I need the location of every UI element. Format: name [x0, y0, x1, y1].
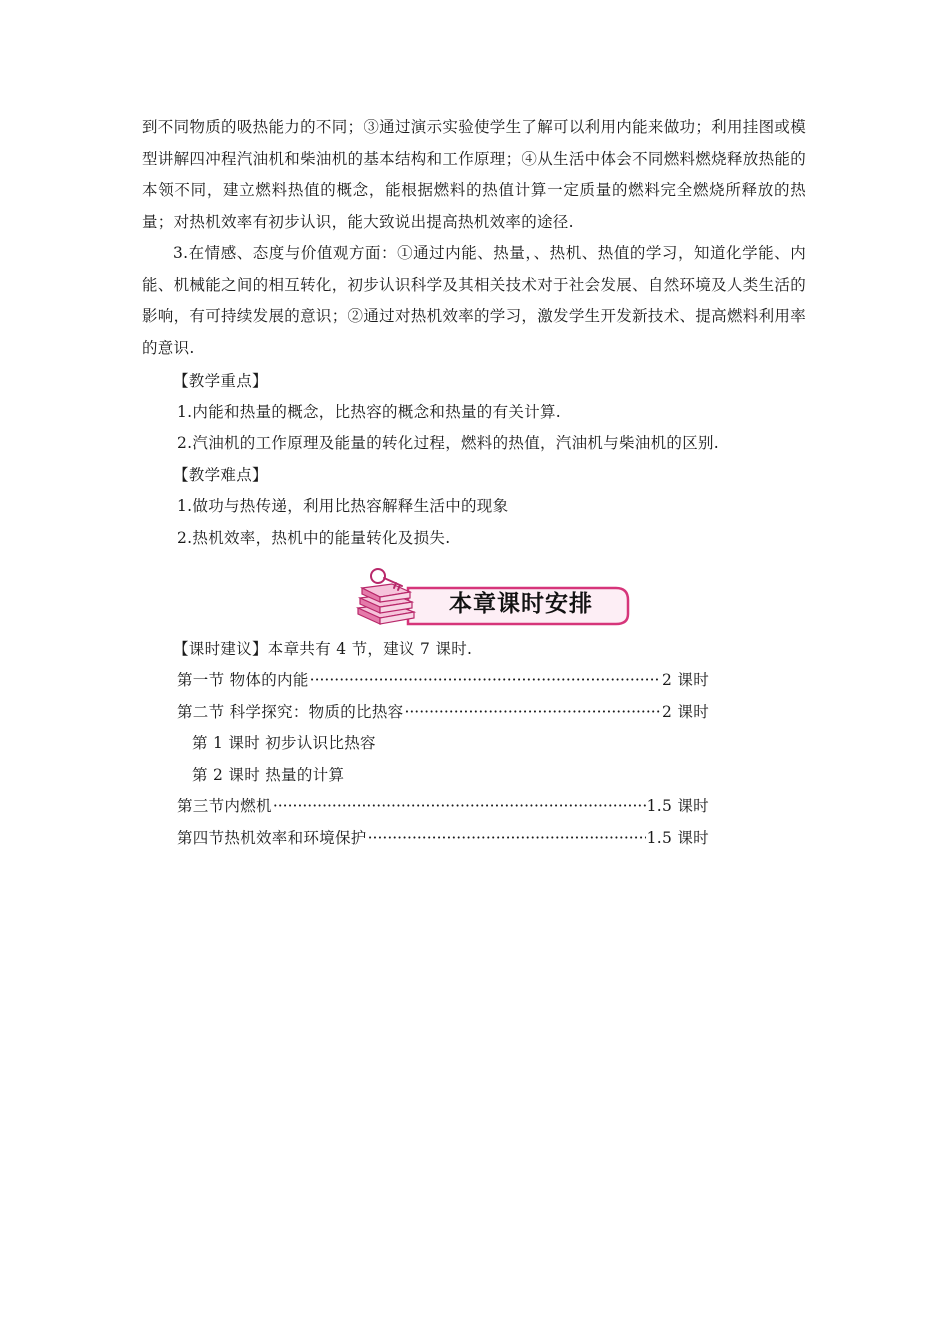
leader-dots: [404, 701, 661, 723]
schedule-suggestion: 【课时建议】本章共有 4 节，建议 7 课时.: [173, 640, 473, 658]
difficulties-heading: 【教学难点】: [173, 466, 268, 484]
leader-dots: [273, 795, 646, 817]
key-points-heading: 【教学重点】: [173, 372, 268, 390]
objectives-paragraph-continued: 到不同物质的吸热能力的不同；③通过演示实验使学生了解可以利用内能来做功；利用挂图或模型讲解四冲程汽油机和柴油机的基本结构和工作原理；④从生活中体会不同燃料燃烧释放热能的本领不同，建立燃料热值的概念，能根据燃料的热值计算一定质量的燃料完全燃烧所释放的热量；对热机效率有初步认识，能大致说出提高热机效率的途径.: [142, 118, 806, 231]
difficulty-item: 1.做功与热传递，利用比热容解释生活中的现象: [177, 497, 509, 515]
schedule-row: [177, 669, 709, 691]
difficulty-item: 2.热机效率，热机中的能量转化及损失.: [177, 529, 451, 547]
schedule-row-hours: 2 课时: [662, 703, 709, 721]
schedule-row-title: 第一节 物体的内能: [177, 671, 309, 689]
schedule-sub-item: 第 2 课时 热量的计算: [192, 766, 345, 784]
schedule-row: [177, 827, 709, 849]
schedule-sub-item: 第 1 课时 初步认识比热容: [192, 734, 376, 752]
schedule-row-hours: 1.5 课时: [646, 797, 709, 815]
schedule-row-hours: 1.5 课时: [646, 829, 709, 847]
schedule-row-title: 第三节内燃机: [177, 797, 272, 815]
leader-dots: [368, 827, 646, 849]
books-key-icon: [358, 569, 414, 624]
schedule-row-title: 第四节热机效率和环境保护: [177, 829, 367, 847]
key-point-item: 2.汽油机的工作原理及能量的转化过程，燃料的热值，汽油机与柴油机的区别.: [177, 434, 720, 452]
schedule-row-hours: 2 课时: [662, 671, 709, 689]
schedule-row: [177, 701, 709, 723]
schedule-row: [177, 795, 709, 817]
schedule-row-title: 第二节 科学探究：物质的比热容: [177, 703, 404, 721]
key-point-item: 1.内能和热量的概念，比热容的概念和热量的有关计算.: [177, 403, 562, 421]
banner-title: 本章课时安排: [449, 590, 593, 617]
leader-dots: [310, 669, 661, 691]
objectives-paragraph-attitude: 3.在情感、态度与价值观方面：①通过内能、热量，、热机、热值的学习，知道化学能、内能、机械能之间的相互转化，初步认识科学及其相关技术对于社会发展、自然环境及人类生活的影响，有可持续发展的意识；②通过对热机效率的学习，激发学生开发新技术、提高燃料利用率的意识.: [142, 244, 806, 357]
